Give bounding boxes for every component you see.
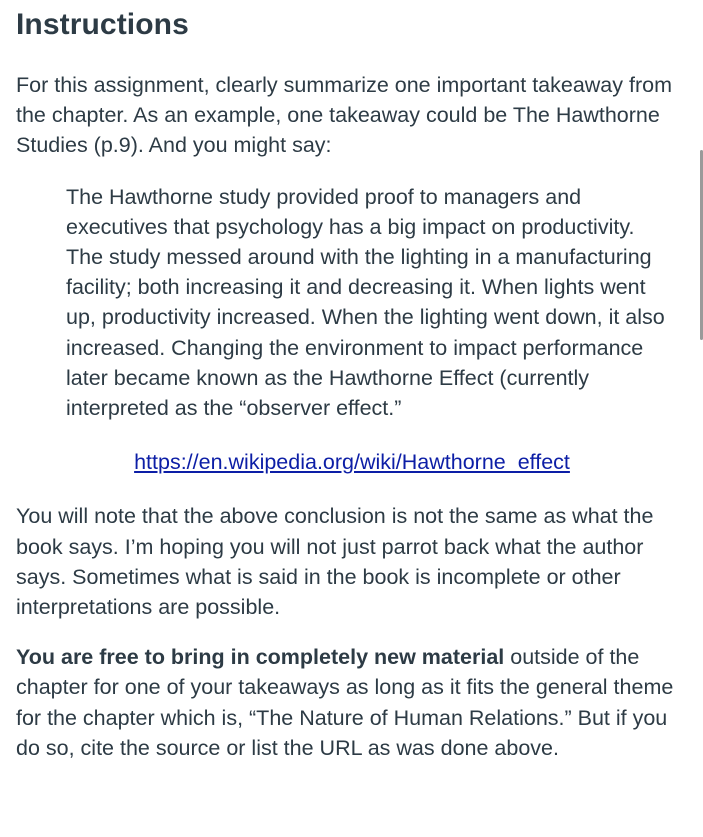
link-container [16,447,688,477]
instructions-content [16,0,688,763]
free-material-text: outside of the chapter for one of your takeaways as long as it fits the general theme for the chapter which is, “The Nature of Human Relations.” But if you do so, cite the source or list the URL as was done above. [16,645,674,760]
free-material-paragraph [16,642,688,763]
free-material-emphasis: You are free to bring in completely new material [16,645,505,670]
page-title: Instructions [16,8,189,41]
wikipedia-link[interactable]: https://en.wikipedia.org/wiki/Hawthorne_effect [134,450,570,475]
example-quote: The Hawthorne study provided proof to managers and executives that psychology has a big impact on productivity. The study messed around with the lighting in a manufacturing facility; both increasing it and decreasing it. When lights went up, productivity increased. When the lighting went down, it also increased. Changing the environment to impact performance later became known as the Hawthorne Effect (currently interpreted as the “observer effect.” [66,184,665,421]
note-paragraph: You will note that the above conclusion is not the same as what the book says. I’m hoping you will not just parrot back what the author says. Sometimes what is said in the book is incomplete or other interpretations are possible. [16,504,654,620]
intro-paragraph: For this assignment, clearly summarize one important takeaway from the chapter. As an example, one takeaway could be The Hawthorne Studies (p.9). And you might say: [16,73,672,158]
